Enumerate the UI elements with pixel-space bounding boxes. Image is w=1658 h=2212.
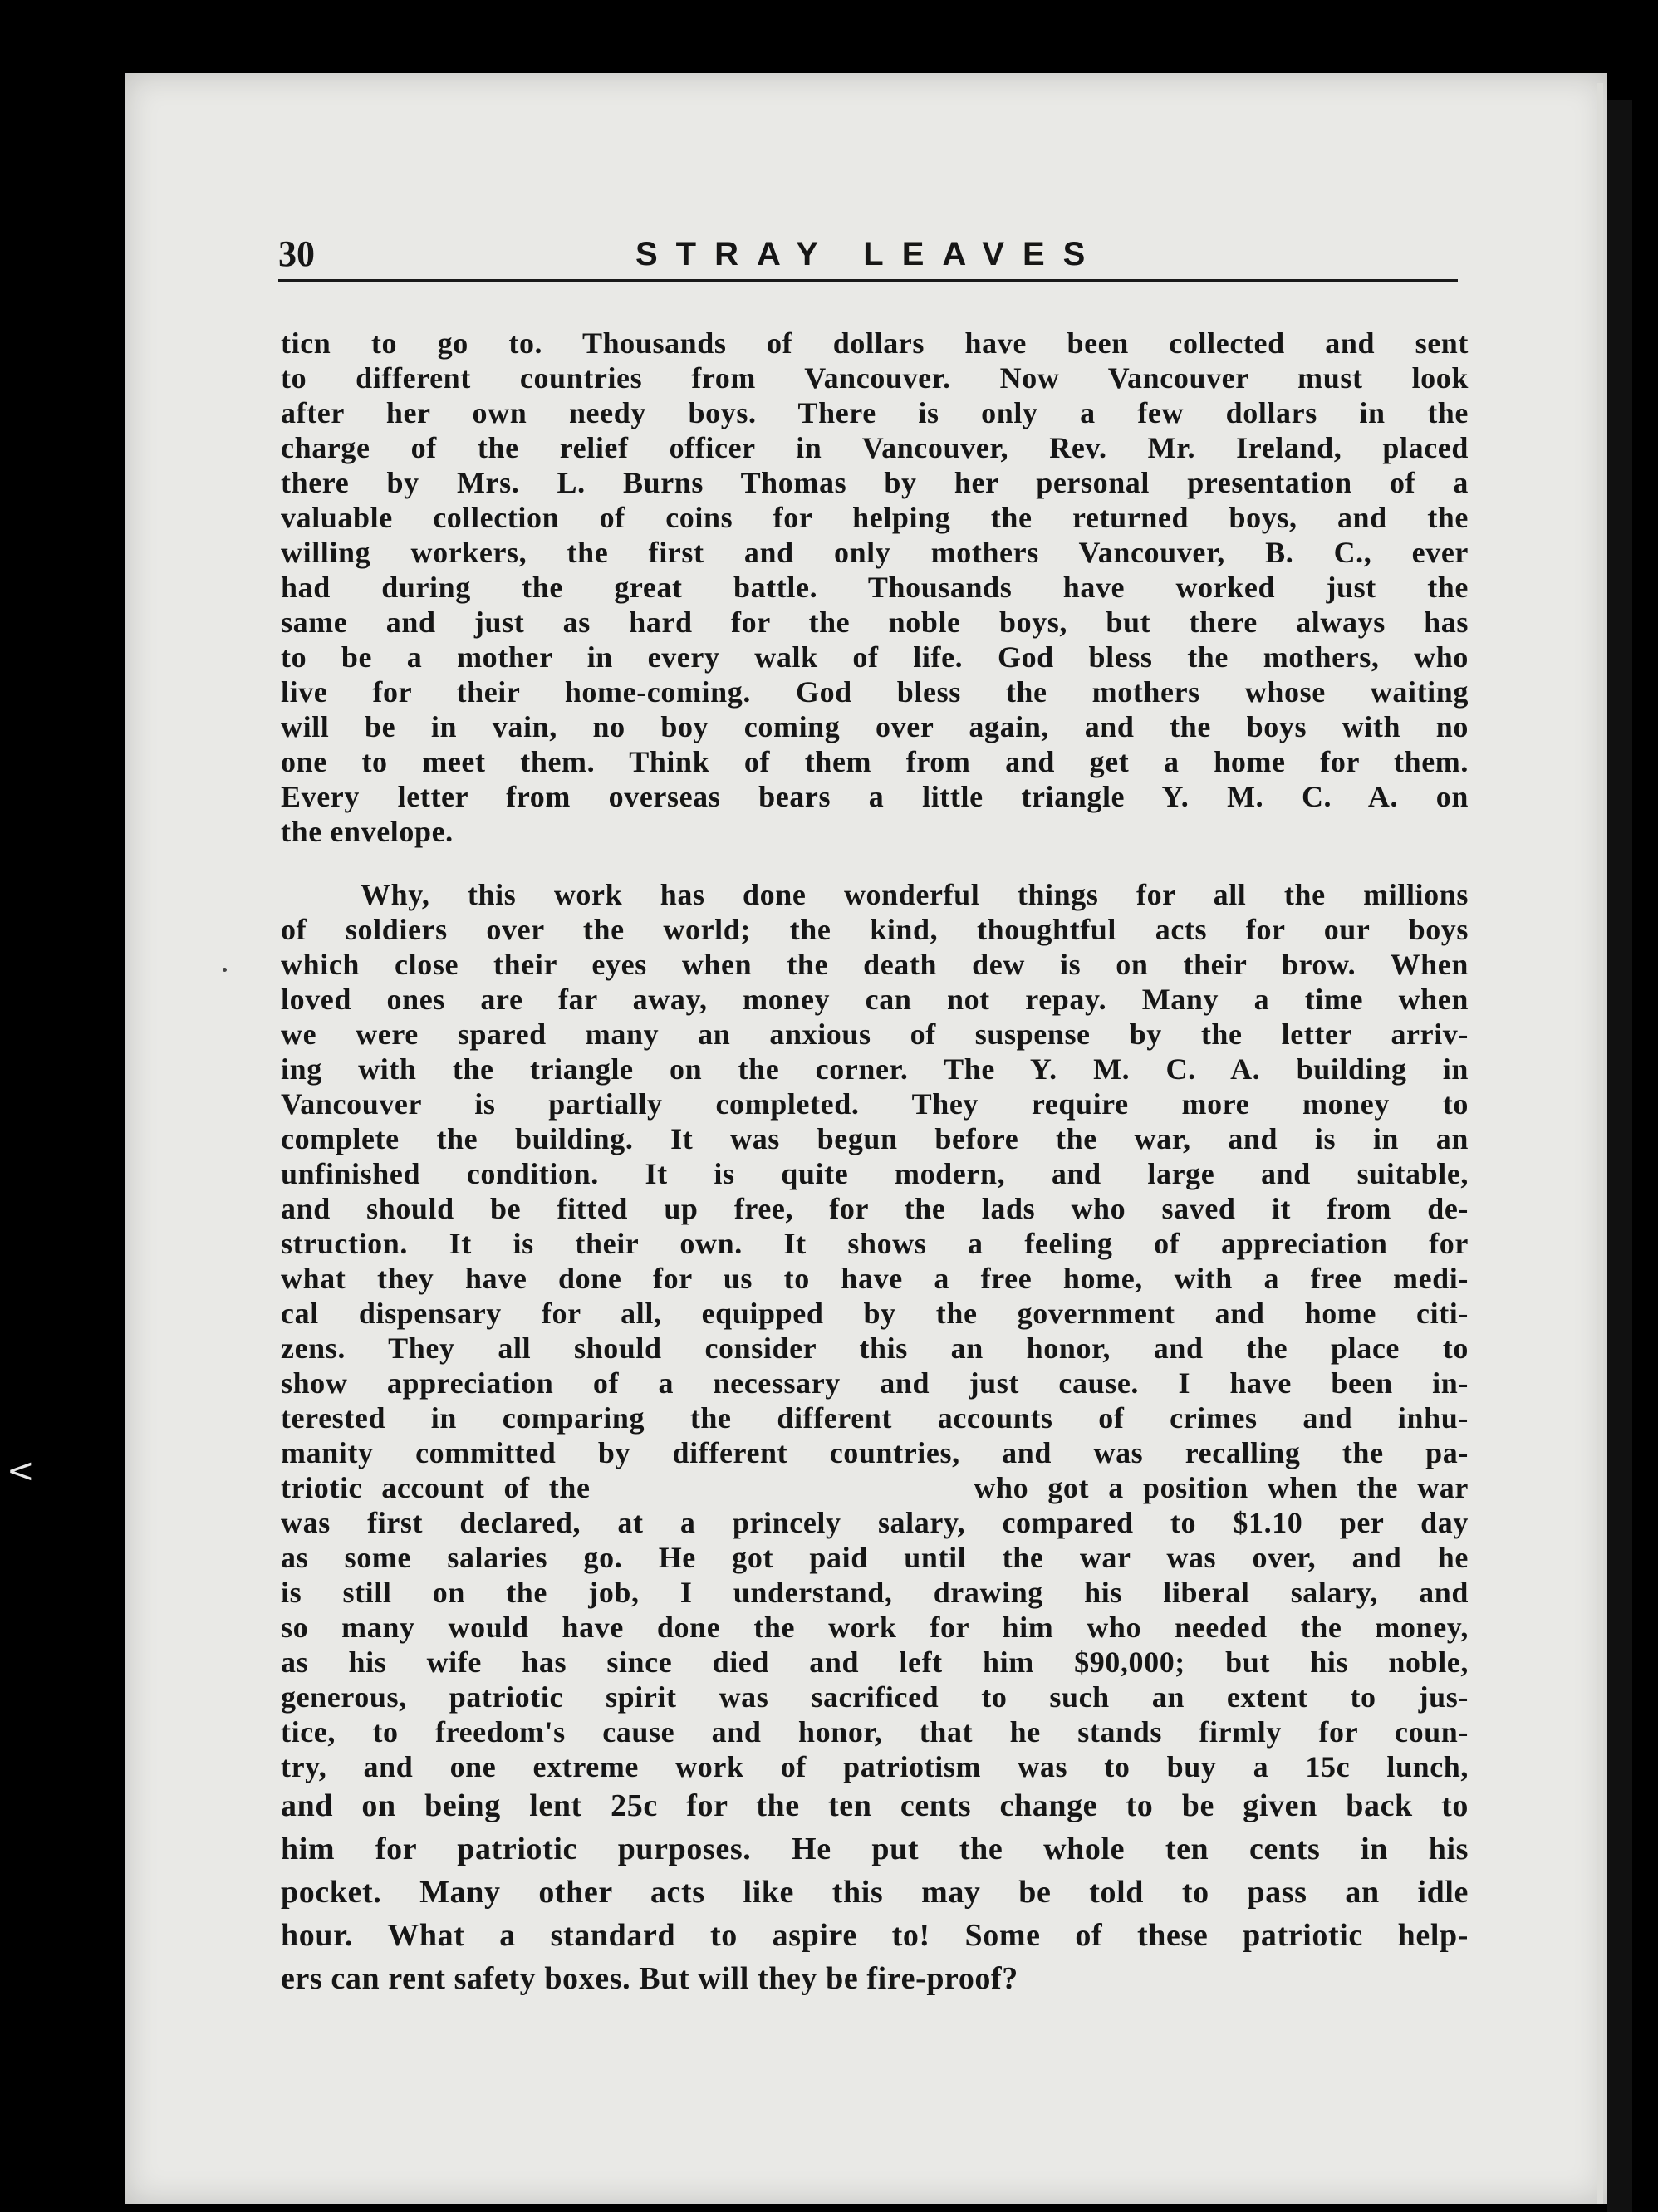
text-line: generous, patriotic spirit was sacrificed to such an extent to jus- [281,1680,1469,1714]
paragraph-2 [281,877,1469,2000]
text-line: and on being lent 25c for the ten cents change to be given back to [281,1788,1469,1823]
text-line: to different countries from Vancouver. Now Vancouver must look [281,361,1469,395]
text-line: as his wife has since died and left him $90,000; but his noble, [281,1646,1469,1679]
text-line: him for patriotic purposes. He put the whole ten cents in his [281,1832,1469,1866]
scan-border-right [1607,100,1632,2212]
text-line: Why, this work has done wonderful things for all the millions [361,878,1469,911]
paragraph-1 [281,326,1469,849]
text-line: the envelope. [281,815,454,848]
scan-dust-mark [223,968,227,972]
text-line: try, and one extreme work of patriotism was to buy a 15c lunch, [281,1750,1469,1783]
text-line: was first declared, at a princely salary, compared to $1.10 per day [281,1506,1469,1539]
text-line: had during the great battle. Thousands have worked just the [281,571,1469,604]
running-title: STRAY LEAVES [635,236,1104,272]
text-line: we were spared many an anxious of suspense by the letter arriv- [281,1018,1469,1051]
text-line: Every letter from overseas bears a little triangle Y. M. C. A. on [281,780,1469,813]
text-line: pocket. Many other acts like this may be told to pass an idle [281,1875,1469,1910]
text-line: manity committed by different countries, and was recalling the pa- [281,1436,1469,1469]
text-line: one to meet them. Think of them from and get a home for them. [281,745,1469,778]
text-line: loved ones are far away, money can not repay. Many a time when [281,983,1469,1016]
text-line: charge of the relief officer in Vancouver, Rev. Mr. Ireland, placed [281,431,1469,464]
text-line: so many would have done the work for him who needed the money, [281,1611,1469,1644]
text-line: terested in comparing the different accounts of crimes and inhu- [281,1401,1469,1435]
text-line: and should be fitted up free, for the lads who saved it from de- [281,1192,1469,1225]
text-line: cal dispensary for all, equipped by the government and home citi- [281,1297,1469,1330]
text-line: which close their eyes when the death dew is on their brow. When [281,948,1469,981]
body-text [281,326,1469,2000]
text-line: valuable collection of coins for helping the returned boys, and the [281,501,1469,534]
text-line: Vancouver is partially completed. They require more money to [281,1087,1469,1121]
text-line: will be in vain, no boy coming over again, and the boys with no [281,710,1469,743]
page-right-edge [1597,83,1603,2204]
text-line: ticn to go to. Thousands of dollars have been collected and sent [281,326,1469,360]
scan-margin-mark: < [7,1452,35,1490]
text-line: zens. They all should consider this an honor, and the place to [281,1332,1469,1365]
text-line: as some salaries go. He got paid until the war was over, and he [281,1541,1469,1574]
text-line: hour. What a standard to aspire to! Some of these patriotic help- [281,1918,1469,1953]
text-line: after her own needy boys. There is only a few dollars in the [281,396,1469,429]
text-line: triotic account of the who got a position when the war [281,1471,1469,1504]
text-line: tice, to freedom's cause and honor, that he stands firmly for coun- [281,1715,1469,1749]
text-line: of soldiers over the world; the kind, thoughtful acts for our boys [281,913,1469,946]
text-line: willing workers, the first and only mothers Vancouver, B. C., ever [281,536,1469,569]
page-number: 30 [278,233,315,274]
text-line: there by Mrs. L. Burns Thomas by her personal presentation of a [281,466,1469,499]
running-header [278,233,1458,282]
text-line: complete the building. It was begun before the war, and is in an [281,1122,1469,1155]
text-line: is still on the job, I understand, drawing his liberal salary, and [281,1576,1469,1609]
text-line: live for their home-coming. God bless the mothers whose waiting [281,675,1469,709]
text-line: show appreciation of a necessary and just cause. I have been in- [281,1366,1469,1400]
text-line: struction. It is their own. It shows a feeling of appreciation for [281,1227,1469,1260]
text-line: unfinished condition. It is quite modern, and large and suitable, [281,1157,1469,1190]
text-line: ing with the triangle on the corner. The Y. M. C. A. building in [281,1052,1469,1086]
text-line: to be a mother in every walk of life. God bless the mothers, who [281,640,1469,674]
text-line: ers can rent safety boxes. But will they be fire-proof? [281,1961,1018,1996]
text-line: same and just as hard for the noble boys, but there always has [281,606,1469,639]
text-line: what they have done for us to have a free home, with a free medi- [281,1262,1469,1295]
